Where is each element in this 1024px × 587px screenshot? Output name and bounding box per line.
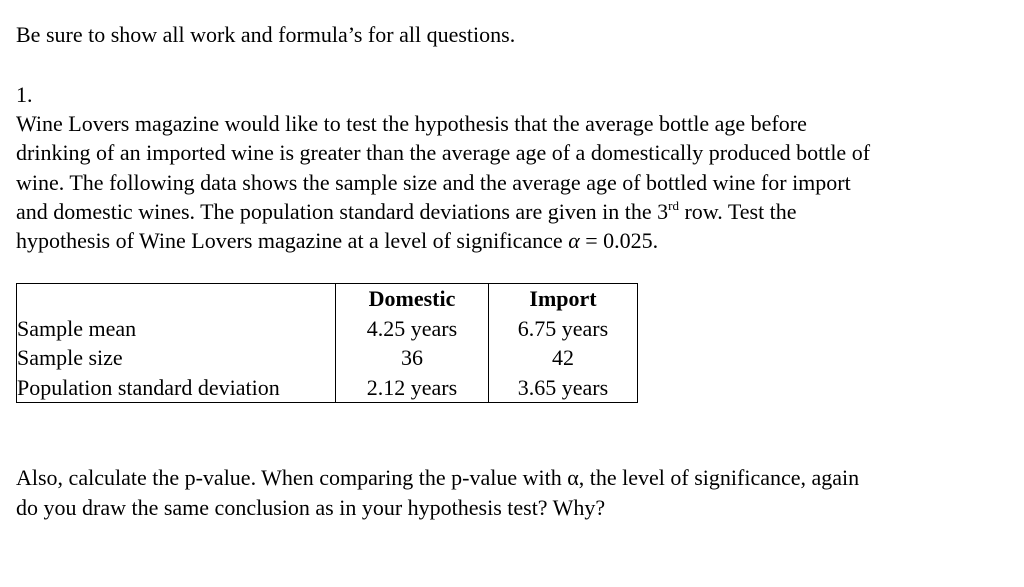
import-sample-mean: 6.75 years xyxy=(517,315,609,341)
question-line-4-end: row. Test the xyxy=(678,198,797,224)
question-number: 1. xyxy=(16,82,33,107)
question-line-5 xyxy=(16,226,1006,255)
domestic-column xyxy=(336,284,489,403)
domestic-sample-mean: 4.25 years xyxy=(366,315,458,341)
ordinal-superscript: rd xyxy=(668,197,679,213)
question-line-2: drinking of an imported wine is greater than the average age of a domestically produced bottle of xyxy=(16,140,871,166)
import-column xyxy=(489,284,638,403)
question-paragraph xyxy=(16,109,1006,255)
alpha-symbol: α xyxy=(568,228,580,254)
followup-line-1: Also, calculate the p-value. When comparing the p-value with α, the level of significance, again xyxy=(16,465,860,490)
domestic-population-sd: 2.12 years xyxy=(366,374,458,400)
question-line-4-text: and domestic wines. The population standard deviations are given in the 3 xyxy=(16,198,669,224)
instructions-text: Be sure to show all work and formula’s for all questions. xyxy=(16,22,516,47)
row-labels-cell xyxy=(17,284,336,403)
question-line-5-text: hypothesis of Wine Lovers magazine at a level of significance xyxy=(16,228,569,254)
question-line-1: Wine Lovers magazine would like to test the hypothesis that the average bottle age before xyxy=(16,111,807,136)
question-line-4 xyxy=(16,197,1006,226)
domestic-sample-size: 36 xyxy=(401,345,423,370)
followup-line-2: do you draw the same conclusion as in your hypothesis test? Why? xyxy=(16,494,606,520)
column-header-domestic: Domestic xyxy=(368,286,456,311)
import-population-sd: 3.65 years xyxy=(517,374,609,400)
significance-level: = 0.025. xyxy=(579,228,659,254)
question-line-3: wine. The following data shows the sample size and the average age of bottled wine for import xyxy=(16,169,851,195)
header-spacer xyxy=(17,284,335,314)
column-header-import: Import xyxy=(529,286,597,311)
followup-paragraph xyxy=(16,463,1006,522)
label-sample-mean: Sample mean xyxy=(17,315,137,341)
label-population-sd: Population standard deviation xyxy=(17,374,280,400)
import-sample-size: 42 xyxy=(552,345,574,370)
data-table xyxy=(16,283,638,403)
label-sample-size: Sample size xyxy=(17,345,123,370)
table-row xyxy=(17,284,638,403)
